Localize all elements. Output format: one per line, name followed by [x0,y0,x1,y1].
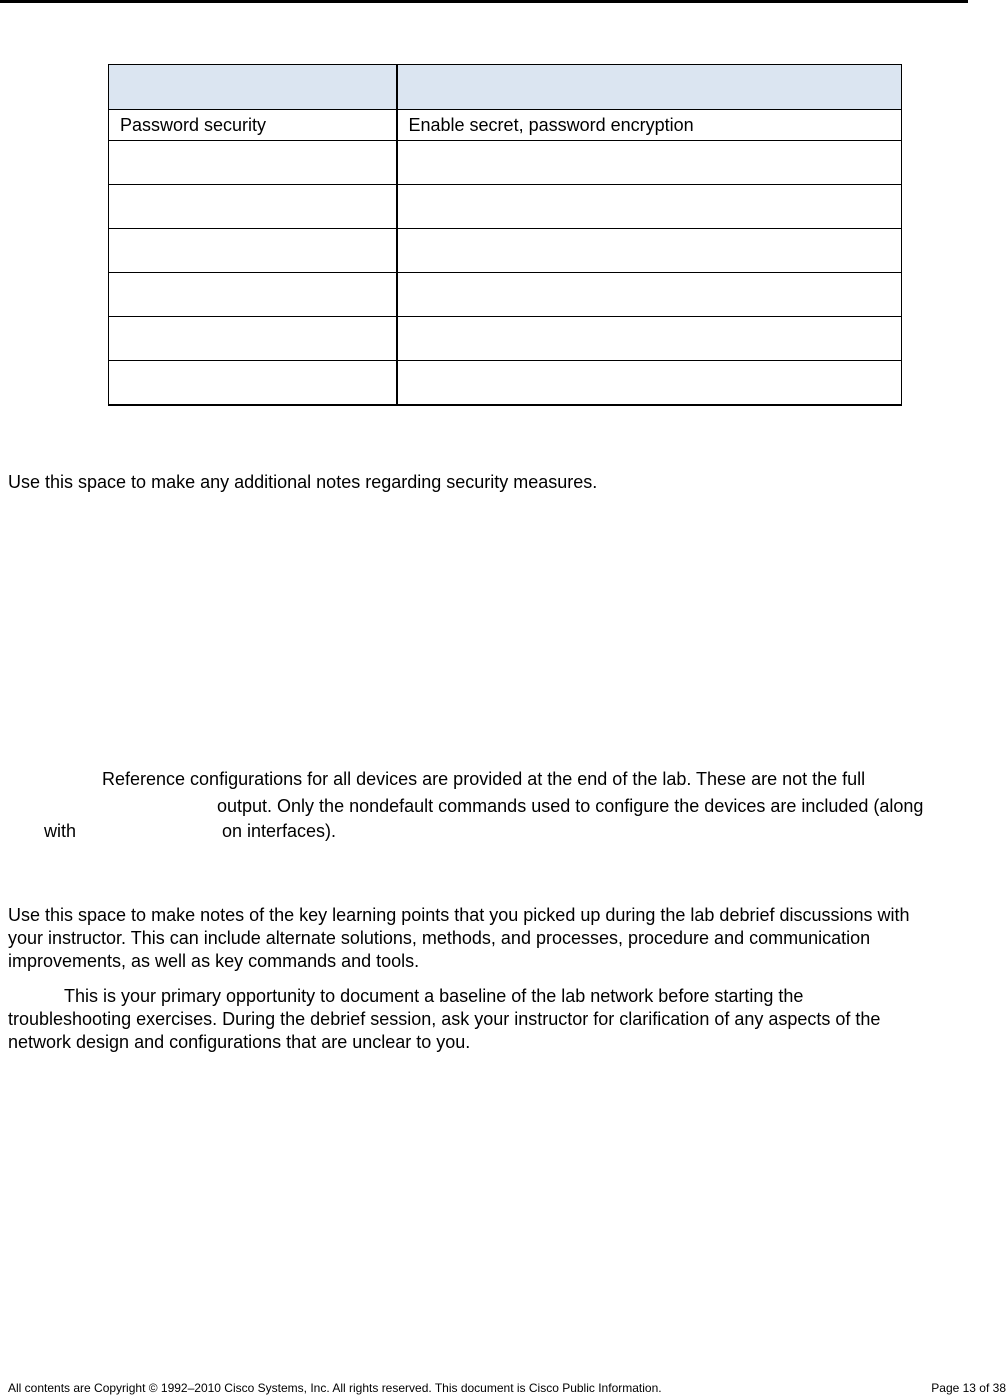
table-cell [109,317,397,361]
debrief-paragraph-line: your instructor. This can include alternate solutions, methods, and processes, procedure and communication [8,928,871,948]
footer-page-number: Page 13 of 38 [931,1381,1006,1395]
table-row [109,141,902,185]
table-cell [397,185,902,229]
reference-note-line: output. Only the nondefault commands used to configure the devices are included (along [217,796,924,816]
reference-note-line: with [44,821,77,841]
reference-note-line: on interfaces). [222,821,337,841]
table-cell [397,273,902,317]
baseline-paragraph-line: troubleshooting exercises. During the debrief session, ask your instructor for clarification of any aspects of the [8,1009,881,1029]
table-row [109,317,902,361]
footer-copyright: All contents are Copyright © 1992–2010 Cisco Systems, Inc. All rights reserved. This document is Cisco Public Information. [8,1381,662,1395]
table-cell [397,361,902,406]
debrief-paragraph-line: Use this space to make notes of the key learning points that you picked up during the lab debrief discussions with [8,905,910,925]
table-cell [109,141,397,185]
debrief-paragraph-line: improvements, as well as key commands and tools. [8,951,420,971]
table-cell [397,317,902,361]
top-rule [0,0,968,3]
table-row [109,273,902,317]
baseline-paragraph-line: This is your primary opportunity to document a baseline of the lab network before starting the [64,986,804,1006]
table-row [109,110,902,141]
table-cell [397,141,902,185]
table-header-row [109,65,902,110]
table-row [109,185,902,229]
table-cell [397,229,902,273]
baseline-paragraph-line: network design and configurations that are unclear to you. [8,1032,471,1052]
table-header-cell [397,65,902,110]
table-cell [109,361,397,406]
table-row [109,361,902,406]
table-cell [109,229,397,273]
table-header-cell [109,65,397,110]
table-cell [109,273,397,317]
table-row [109,229,902,273]
table-cell: Password security [109,110,397,141]
table-cell: Enable secret, password encryption [397,110,902,141]
security-measures-table [108,64,902,406]
reference-note-line: Reference configurations for all devices are provided at the end of the lab. These are not the full [102,769,866,789]
table-cell [109,185,397,229]
security-notes-prompt: Use this space to make any additional notes regarding security measures. [8,472,598,492]
